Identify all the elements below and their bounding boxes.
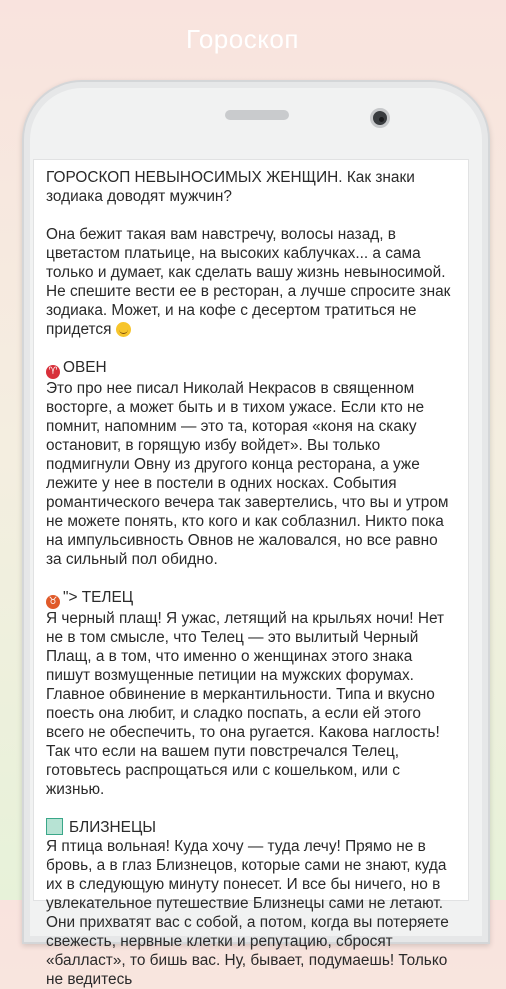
speaker-grille — [225, 110, 289, 120]
smile-emoji-icon — [116, 322, 131, 337]
article-content[interactable] — [34, 160, 468, 989]
section-text: Я птица вольная! Куда хочу — туда лечу! Прямо не в бровь, а в глаз Близнецов, которые сами не знают, куда их в следующую минуту понесет. И все бы ничего, но в увлекательное путешествие Близнецы сами не летают. Они прихватят вас с собой, а потом, когда вы потеряете свежесть, нервные клетки и репутацию, сбросят «балласт», то бишь вас. Ну, бывает, подумаешь! Только не ведитесь — [46, 838, 449, 988]
section-text: Я черный плащ! Я ужас, летящий на крыльях ночи! Нет не в том смысле, что Телец — это вылитый Черный Плащ, а в том, что именно о женщинах этого знака пишут возмущенные петиции на мужских форумах. Главное обвинение в меркантильности. Типа и вкусно поесть она любит, и сладко поспать, а если ей этого всего не обеспечить, то она ругается. Какова наглость! Так что если на вашем пути повстречался Телец, готовьтесь распрощаться или с кошельком, или с жизнью. — [46, 610, 445, 798]
section-gemini — [46, 818, 456, 989]
camera-lens — [379, 117, 384, 122]
section-heading-label: БЛИЗНЕЦЫ — [69, 819, 156, 836]
section-taurus — [46, 588, 456, 799]
front-camera-icon — [370, 108, 390, 128]
section-heading — [46, 358, 456, 379]
promo-title: Гороскоп — [186, 24, 299, 54]
missing-glyph-icon — [46, 818, 63, 835]
section-heading-label: ОВЕН — [63, 359, 107, 376]
section-heading — [46, 588, 456, 609]
section-heading — [46, 818, 456, 837]
taurus-icon: ♉ — [46, 595, 60, 609]
article-intro — [46, 225, 456, 339]
section-text: Это про нее писал Николай Некрасов в священном восторге, а может быть и в тихом ужасе. Если кто не помнит, напомним — это та, которая «коня на скаку остановит, в горящую избу войдет». Вы только подмигнули Овну из другого конца ресторана, а уже лежите у нее в постели в одних носках. События романтического вечера так завертелись, что вы и утром не можете понять, кто кого и как соблазнил. Никто пока на импульсивность Овнов не жаловался, но все равно за сильный пол обидно. — [46, 380, 449, 568]
intro-text: Она бежит такая вам навстречу, волосы назад, в цветастом платьице, на высоких каблучках... а сама только и думает, как сделать вашу жизнь невыносимой. Не спешите вести ее в ресторан, а лучше спросите знак зодиака. Может, и на кофе с десертом тратиться не придется — [46, 226, 451, 338]
article-title: ГОРОСКОП НЕВЫНОСИМЫХ ЖЕНЩИН. Как знаки зодиака доводят мужчин? — [46, 169, 415, 205]
aries-icon: ♈ — [46, 365, 60, 379]
section-aries — [46, 358, 456, 569]
section-heading-label: "> ТЕЛЕЦ — [63, 589, 134, 606]
app-screen — [34, 160, 468, 988]
